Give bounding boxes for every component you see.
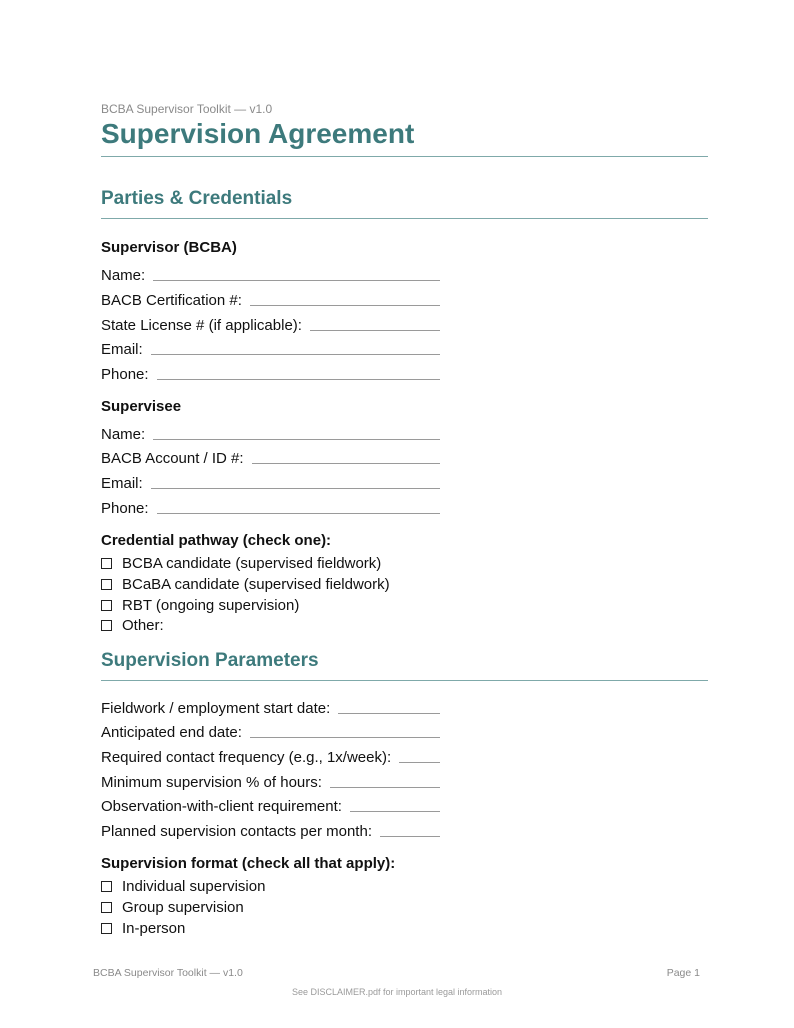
field-label: Name:	[101, 426, 146, 443]
field-label: Observation-with-client requirement:	[101, 798, 342, 815]
pathway-option-other[interactable]	[101, 615, 164, 635]
checkbox[interactable]	[101, 881, 112, 892]
checkbox[interactable]	[101, 600, 112, 611]
pathway-option-rbt[interactable]	[101, 595, 299, 615]
fill-line[interactable]	[338, 713, 440, 714]
supervisor-license-field[interactable]	[101, 315, 440, 335]
supervisor-phone-field[interactable]	[101, 364, 440, 384]
contact-frequency-field[interactable]	[101, 747, 440, 767]
field-label: Phone:	[101, 366, 149, 383]
supervisor-certification-field[interactable]	[101, 290, 440, 310]
fill-line[interactable]	[380, 836, 440, 837]
checkbox-label: BCBA candidate (supervised fieldwork)	[122, 554, 382, 572]
section-rule	[101, 680, 708, 681]
field-label: Required contact frequency (e.g., 1x/week):	[101, 749, 392, 766]
checkbox[interactable]	[101, 579, 112, 590]
fill-line[interactable]	[151, 354, 440, 355]
section-title-parties: Parties & Credentials	[101, 188, 293, 209]
checkbox-label: RBT (ongoing supervision)	[122, 596, 300, 614]
title-rule	[101, 156, 708, 157]
pathway-option-bcaba[interactable]	[101, 574, 390, 594]
checkbox-label: BCaBA candidate (supervised fieldwork)	[122, 575, 390, 593]
supervisor-name-field[interactable]	[101, 265, 440, 285]
document-title: Supervision Agreement	[101, 118, 415, 149]
format-option-individual[interactable]	[101, 876, 265, 896]
page-number: Page 1	[666, 967, 700, 979]
format-option-group[interactable]	[101, 897, 244, 917]
observation-requirement-field[interactable]	[101, 796, 440, 816]
fill-line[interactable]	[151, 488, 440, 489]
disclaimer-note: See DISCLAIMER.pdf for important legal information	[291, 987, 503, 997]
supervisee-name-field[interactable]	[101, 424, 440, 444]
supervision-percent-field[interactable]	[101, 772, 440, 792]
checkbox-label: In-person	[122, 919, 186, 937]
checkbox[interactable]	[101, 620, 112, 631]
end-date-field[interactable]	[101, 722, 440, 742]
pathway-option-bcba[interactable]	[101, 553, 381, 573]
supervisee-email-field[interactable]	[101, 473, 440, 493]
field-label: Email:	[101, 475, 143, 492]
fill-line[interactable]	[153, 439, 440, 440]
field-label: BACB Certification #:	[101, 292, 242, 309]
field-label: Email:	[101, 341, 143, 358]
field-label: State License # (if applicable):	[101, 317, 302, 334]
format-heading: Supervision format (check all that apply):	[101, 855, 396, 872]
supervisee-heading: Supervisee	[101, 398, 182, 415]
supervisor-email-field[interactable]	[101, 339, 440, 359]
supervisee-id-field[interactable]	[101, 448, 440, 468]
fill-line[interactable]	[330, 787, 440, 788]
supervisee-phone-field[interactable]	[101, 498, 440, 518]
field-label: Fieldwork / employment start date:	[101, 700, 331, 717]
format-option-in-person[interactable]	[101, 918, 185, 938]
field-label: BACB Account / ID #:	[101, 450, 244, 467]
checkbox[interactable]	[101, 902, 112, 913]
fill-line[interactable]	[310, 330, 440, 331]
fill-line[interactable]	[250, 737, 440, 738]
section-title-parameters: Supervision Parameters	[101, 650, 319, 671]
checkbox-label: Other:	[122, 616, 164, 634]
field-label: Planned supervision contacts per month:	[101, 823, 372, 840]
section-rule	[101, 218, 708, 219]
checkbox-label: Group supervision	[122, 898, 244, 916]
pathway-heading: Credential pathway (check one):	[101, 532, 332, 549]
start-date-field[interactable]	[101, 698, 440, 718]
fill-line[interactable]	[157, 513, 440, 514]
toolkit-header: BCBA Supervisor Toolkit — v1.0	[101, 102, 273, 116]
fill-line[interactable]	[153, 280, 440, 281]
supervisor-heading: Supervisor (BCBA)	[101, 239, 237, 256]
footer-toolkit: BCBA Supervisor Toolkit — v1.0	[93, 967, 243, 979]
field-label: Name:	[101, 267, 146, 284]
fill-line[interactable]	[252, 463, 440, 464]
checkbox[interactable]	[101, 558, 112, 569]
field-label: Minimum supervision % of hours:	[101, 774, 322, 791]
checkbox-label: Individual supervision	[122, 877, 266, 895]
fill-line[interactable]	[399, 762, 440, 763]
checkbox[interactable]	[101, 923, 112, 934]
fill-line[interactable]	[250, 305, 440, 306]
field-label: Anticipated end date:	[101, 724, 242, 741]
field-label: Phone:	[101, 500, 149, 517]
contacts-per-month-field[interactable]	[101, 821, 440, 841]
fill-line[interactable]	[350, 811, 440, 812]
fill-line[interactable]	[157, 379, 440, 380]
